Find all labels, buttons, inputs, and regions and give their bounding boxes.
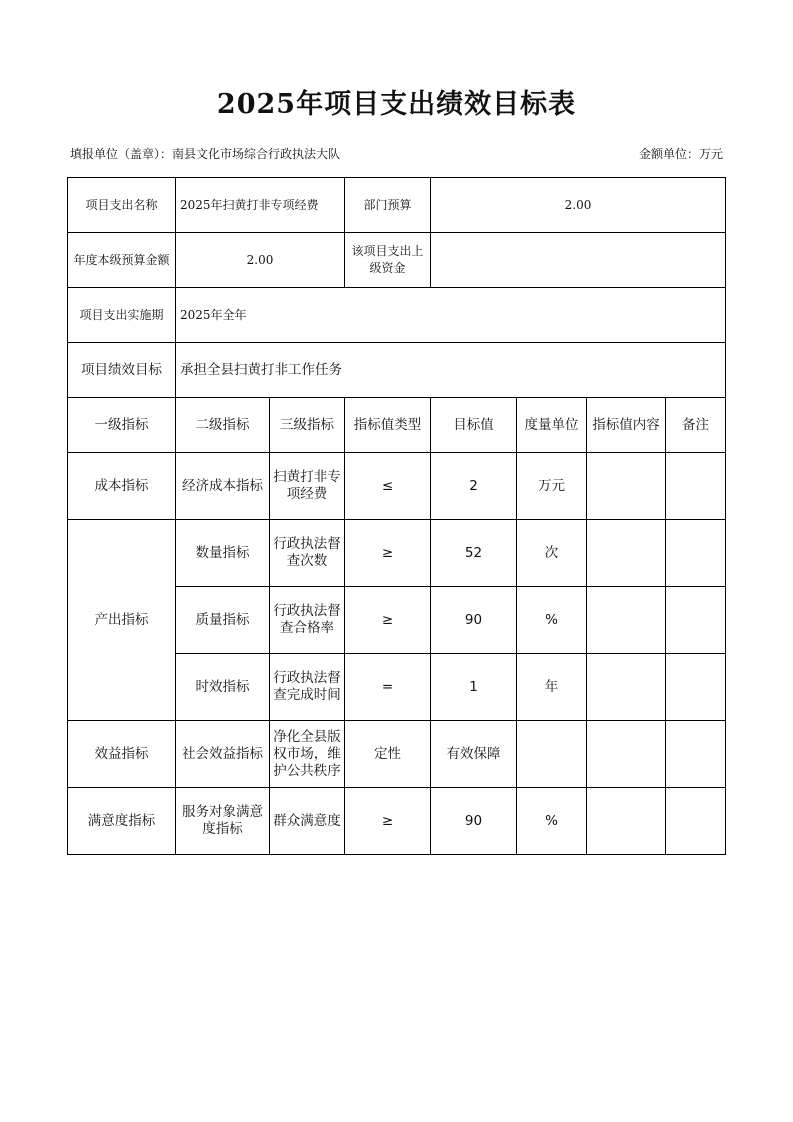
cell-content <box>587 520 666 587</box>
annual-budget-label: 年度本级预算金额 <box>68 233 176 288</box>
header-target: 目标值 <box>431 398 517 453</box>
goal-value: 承担全县扫黄打非工作任务 <box>176 343 726 398</box>
cell-target: 90 <box>431 788 517 855</box>
cell-level2: 时效指标 <box>176 654 270 721</box>
cell-unit <box>517 721 587 788</box>
dept-budget-value: 2.00 <box>431 178 726 233</box>
header-note: 备注 <box>666 398 726 453</box>
table-row <box>68 233 726 288</box>
cell-type: 定性 <box>345 721 431 788</box>
cell-note <box>666 788 726 855</box>
goal-label: 项目绩效目标 <box>68 343 176 398</box>
table-row <box>68 453 726 520</box>
project-name-value: 2025年扫黄打非专项经费 <box>176 178 345 233</box>
cell-target: 2 <box>431 453 517 520</box>
cell-type: = <box>345 654 431 721</box>
table-row <box>68 288 726 343</box>
cell-content <box>587 453 666 520</box>
cell-unit: 次 <box>517 520 587 587</box>
project-name-label: 项目支出名称 <box>68 178 176 233</box>
cell-type: ≥ <box>345 520 431 587</box>
header-type: 指标值类型 <box>345 398 431 453</box>
amount-unit: 金额单位：万元 <box>638 147 723 161</box>
cell-target: 90 <box>431 587 517 654</box>
header-row <box>68 398 726 453</box>
cell-content <box>587 721 666 788</box>
cell-unit: % <box>517 587 587 654</box>
table-row <box>68 520 726 587</box>
dept-budget-label: 部门预算 <box>345 178 431 233</box>
superior-funds-value <box>431 233 726 288</box>
cell-level1: 满意度指标 <box>68 788 176 855</box>
cell-type: ≤ <box>345 453 431 520</box>
cell-target: 1 <box>431 654 517 721</box>
cell-level3: 群众满意度 <box>270 788 345 855</box>
table-row <box>68 788 726 855</box>
cell-type: ≥ <box>345 788 431 855</box>
cell-note <box>666 721 726 788</box>
cell-unit: 年 <box>517 654 587 721</box>
cell-unit: % <box>517 788 587 855</box>
cell-content <box>587 654 666 721</box>
performance-target-table <box>67 177 726 855</box>
filing-unit-label: 填报单位（盖章）： <box>70 147 173 161</box>
cell-level1: 成本指标 <box>68 453 176 520</box>
cell-content <box>587 587 666 654</box>
cell-level2: 服务对象满意度指标 <box>176 788 270 855</box>
cell-type: ≥ <box>345 587 431 654</box>
cell-level3: 净化全县版权市场，维护公共秩序 <box>270 721 345 788</box>
header-content: 指标值内容 <box>587 398 666 453</box>
cell-level3: 行政执法督查次数 <box>270 520 345 587</box>
header-level3: 三级指标 <box>270 398 345 453</box>
cell-level2: 数量指标 <box>176 520 270 587</box>
period-label: 项目支出实施期 <box>68 288 176 343</box>
cell-level3: 行政执法督查完成时间 <box>270 654 345 721</box>
table-row <box>68 721 726 788</box>
cell-level2: 经济成本指标 <box>176 453 270 520</box>
cell-level3: 行政执法督查合格率 <box>270 587 345 654</box>
page-title: 2025年项目支出绩效目标表 <box>216 89 577 120</box>
annual-budget-value: 2.00 <box>176 233 345 288</box>
cell-note <box>666 453 726 520</box>
period-value: 2025年全年 <box>176 288 726 343</box>
cell-target: 52 <box>431 520 517 587</box>
cell-level3: 扫黄打非专项经费 <box>270 453 345 520</box>
cell-level2: 质量指标 <box>176 587 270 654</box>
cell-note <box>666 654 726 721</box>
superior-funds-label: 该项目支出上级资金 <box>345 233 431 288</box>
filing-unit-name: 南县文化市场综合行政执法大队 <box>172 147 341 161</box>
cell-level1: 效益指标 <box>68 721 176 788</box>
cell-unit: 万元 <box>517 453 587 520</box>
cell-level2: 社会效益指标 <box>176 721 270 788</box>
cell-target: 有效保障 <box>431 721 517 788</box>
header-level2: 二级指标 <box>176 398 270 453</box>
table-row <box>68 343 726 398</box>
cell-note <box>666 520 726 587</box>
cell-content <box>587 788 666 855</box>
cell-note <box>666 587 726 654</box>
table-row <box>68 178 726 233</box>
header-level1: 一级指标 <box>68 398 176 453</box>
header-unit: 度量单位 <box>517 398 587 453</box>
filing-unit <box>70 145 340 162</box>
cell-level1: 产出指标 <box>68 520 176 721</box>
